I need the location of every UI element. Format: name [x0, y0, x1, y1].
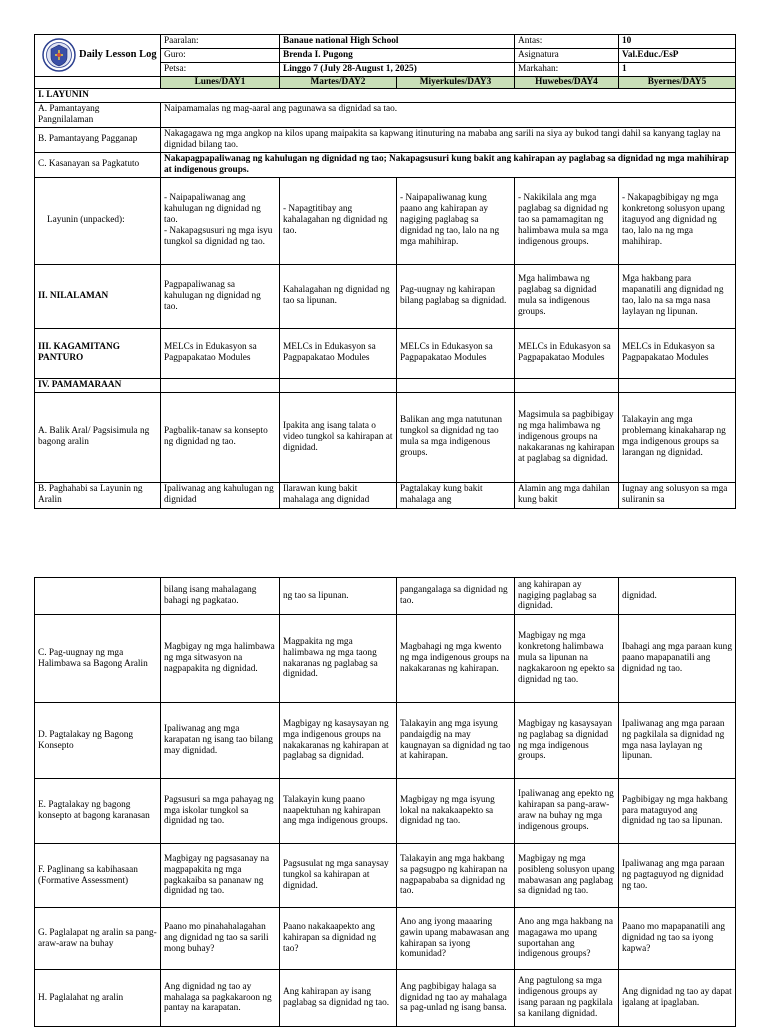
antas-value: 10 — [619, 35, 736, 49]
markahan-label: Markahan: — [515, 62, 619, 76]
guro-value: Brenda I. Pugong — [280, 48, 515, 62]
paglalapat-day3: Ano ang iyong maaaring gawin upang mabawasan ang kahirapan sa iyong komunidad? — [397, 908, 515, 970]
nilalaman-day5: Mga hakbang para mapanatili ang dignidad ng tao, lalo na sa mga nasa laylayan ng lipunan. — [619, 264, 736, 328]
paghahabi-label: B. Paghahabi sa Layunin ng Aralin — [35, 482, 161, 508]
layunin-day3: - Naipapaliwanag kung paano ang kahirapan ay nagiging paglabag sa dignidad ng tao, lalo na ng mga mahihirap. — [397, 177, 515, 264]
day-header-blank — [35, 76, 161, 88]
paghahabi-day1-part1: Ipaliwanag ang kahulugan ng dignidad — [161, 482, 280, 508]
paglalahat-day1: Ang dignidad ng tao ay mahalaga sa pagkakaroon ng pantay na karapatan. — [161, 970, 280, 1027]
layunin-day5: - Nakapagbibigay ng mga konkretong solusyon upang itaguyod ang dignidad ng tao, lalo na ng mga mahihirap. — [619, 177, 736, 264]
guro-label: Guro: — [161, 48, 280, 62]
paghahabi-day3-part1: Pagtalakay kung bakit mahalaga ang — [397, 482, 515, 508]
section-nilalaman: II. NILALAMAN — [35, 264, 161, 328]
pagtalakay-day3: Talakayin ang mga isyung pandaigdig na may kaugnayan sa dignidad ng tao at kahirapan. — [397, 703, 515, 779]
nilalaman-day2: Kahalagahan ng dignidad ng tao sa lipunan. — [280, 264, 397, 328]
pagtalakay-karanasan-day5: Pagbibigay ng mga hakbang para mataguyod ang dignidad ng tao sa lipunan. — [619, 779, 736, 844]
paglalahat-day4: Ang pagtulong sa mga indigenous groups ay isang paraan ng pagkilala sa kanilang dignidad. — [515, 970, 619, 1027]
pagtalakay-label: D. Pagtalakay ng Bagong Konsepto — [35, 703, 161, 779]
nilalaman-day1: Pagpapaliwanag sa kahulugan ng dignidad ng tao. — [161, 264, 280, 328]
balik-aral-day1: Pagbalik-tanaw sa konsepto ng dignidad ng tao. — [161, 392, 280, 482]
paglinang-day4: Magbigay ng mga posibleng solusyon upang mabawasan ang paglabag sa dignidad ng tao. — [515, 844, 619, 908]
balik-aral-day3: Balikan ang mga natutunan tungkol sa dignidad ng tao mula sa mga indigenous groups. — [397, 392, 515, 482]
pamamaraan-blank-4 — [515, 378, 619, 392]
pamantayang-pangnilalaman-value: Naipamamalas ng mag-aaral ang pagunawa sa dignidad sa tao. — [161, 102, 736, 127]
paaralan-value: Banaue national High School — [280, 35, 515, 49]
pamantayang-pagganap-label: B. Pamantayang Pagganap — [35, 127, 161, 152]
asignatura-value: Val.Educ./EsP — [619, 48, 736, 62]
paglinang-day5: Ipaliwanag ang mga paraan ng pagtaguyod ng dignidad ng tao. — [619, 844, 736, 908]
paglalapat-label: G. Paglalapat ng aralin sa pang-araw-araw na buhay — [35, 908, 161, 970]
markahan-value: 1 — [619, 62, 736, 76]
paglalahat-day2: Ang kahirapan ay isang paglabag sa dignidad ng tao. — [280, 970, 397, 1027]
paghahabi-day5-part2: dignidad. — [619, 578, 736, 615]
pag-uugnay-day2: Magpakita ng mga halimbawa ng mga taong nakaranas ng paglabag sa dignidad. — [280, 615, 397, 703]
pagtalakay-day2: Magbigay ng kasaysayan ng mga indigenous groups na nakakaranas ng kahirapan at paglabag sa dignidad. — [280, 703, 397, 779]
pag-uugnay-label: C. Pag-uugnay ng mga Halimbawa sa Bagong Aralin — [35, 615, 161, 703]
pag-uugnay-day1: Magbigay ng mga halimbawa ng mga sitwasyon na nagpapakita ng dignidad. — [161, 615, 280, 703]
petsa-value: Linggo 7 (July 28-August 1, 2025) — [280, 62, 515, 76]
pagtalakay-day5: Ipaliwanag ang mga paraan ng pagkilala sa dignidad ng mga nasa laylayan ng lipunan. — [619, 703, 736, 779]
section-kagamitan: III. KAGAMITANG PANTURO — [35, 328, 161, 378]
pagtalakay-karanasan-day2: Talakayin kung paano naapektuhan ng kahirapan ang mga indigenous groups. — [280, 779, 397, 844]
kagamitan-day3: MELCs in Edukasyon sa Pagpapakatao Modules — [397, 328, 515, 378]
pag-uugnay-day5: Ibahagi ang mga paraan kung paano mapapanatili ang dignidad ng tao. — [619, 615, 736, 703]
paglalahat-day5: Ang dignidad ng tao ay dapat igalang at ipaglaban. — [619, 970, 736, 1027]
pamamaraan-blank-1 — [161, 378, 280, 392]
paglalahat-day3: Ang pagbibigay halaga sa dignidad ng tao ay mahalaga sa pag-unlad ng isang bansa. — [397, 970, 515, 1027]
document-page-2 — [0, 515, 768, 1024]
day-header-5: Byernes/DAY5 — [619, 76, 736, 88]
day-header-1: Lunes/DAY1 — [161, 76, 280, 88]
paghahabi-continued-label — [35, 578, 161, 615]
layunin-day4: - Nakikilala ang mga paglabag sa dignidad ng tao sa pamamagitan ng halimbawa mula sa mga indigenous groups. — [515, 177, 619, 264]
pagtalakay-karanasan-day1: Pagsusuri sa mga pahayag ng mga iskolar tungkol sa dignidad ng tao. — [161, 779, 280, 844]
balik-aral-day4: Magsimula sa pagbibigay ng mga halimbawa ng indigenous groups na nakakaranas ng kahirapan at paglabag sa dignidad. — [515, 392, 619, 482]
balik-aral-day2: Ipakita ang isang talata o video tungkol sa kahirapan at dignidad. — [280, 392, 397, 482]
paglalapat-day5: Paano mo mapapanatili ang dignidad ng tao sa iyong kapwa? — [619, 908, 736, 970]
paghahabi-day5-part1: Iugnay ang solusyon sa mga suliranin sa — [619, 482, 736, 508]
pagtalakay-karanasan-label: E. Pagtalakay ng bagong konsepto at bagong karanasan — [35, 779, 161, 844]
pamamaraan-blank-5 — [619, 378, 736, 392]
pamantayang-pagganap-value: Nakagagawa ng mga angkop na kilos upang maipakita sa kapwang itinuturing na mababa ang sarili na siya ay bukod tangi dahil sa kanyang taglay na dignidad bilang tao. — [161, 127, 736, 152]
paglinang-day3: Talakayin ang mga hakbang sa pagsugpo ng kahirapan na nagpapababa sa dignidad ng tao. — [397, 844, 515, 908]
pamamaraan-blank-2 — [280, 378, 397, 392]
asignatura-label: Asignatura — [515, 48, 619, 62]
document-title: Daily Lesson Log — [79, 49, 157, 61]
nilalaman-day4: Mga halimbawa ng paglabag sa dignidad mula sa indigenous groups. — [515, 264, 619, 328]
paghahabi-day2-part1: Ilarawan kung bakit mahalaga ang dignidad — [280, 482, 397, 508]
kasanayan-label: C. Kasanayan sa Pagkatuto — [35, 152, 161, 177]
paglalahat-label: H. Paglalahat ng aralin — [35, 970, 161, 1027]
day-header-4: Huwebes/DAY4 — [515, 76, 619, 88]
pagtalakay-day1: Ipaliwanag ang mga karapatan ng isang tao bilang may dignidad. — [161, 703, 280, 779]
pag-uugnay-day3: Magbahagi ng mga kwento ng mga indigenous groups na nakakaranas ng kahirapan. — [397, 615, 515, 703]
paghahabi-day4-part2: ang kahirapan ay nagiging paglabag sa dignidad. — [515, 578, 619, 615]
layunin-day2: - Napagtitibay ang kahalagahan ng dignidad ng tao. — [280, 177, 397, 264]
pagtalakay-day4: Magbigay ng kasaysayan ng paglabag sa dignidad ng mga indigenous groups. — [515, 703, 619, 779]
kagamitan-day2: MELCs in Edukasyon sa Pagpapakatao Modules — [280, 328, 397, 378]
paghahabi-day2-part2: ng tao sa lipunan. — [280, 578, 397, 615]
pamantayang-pangnilalaman-label: A. Pamantayang Pangnilalaman — [35, 102, 161, 127]
paglalapat-day1: Paano mo pinahahalagahan ang dignidad ng tao sa sarili mong buhay? — [161, 908, 280, 970]
layunin-unpacked-label: Layunin (unpacked): — [35, 177, 161, 264]
section-pamamaraan: IV. PAMAMARAAN — [35, 378, 161, 392]
pagtalakay-karanasan-day4: Ipaliwanag ang epekto ng kahirapan sa pang-araw-araw na buhay ng mga indigenous groups. — [515, 779, 619, 844]
section-layunin: I. LAYUNIN — [35, 88, 736, 102]
header-logo-cell — [35, 35, 161, 77]
daily-lesson-log-table-2 — [34, 577, 736, 1027]
kagamitan-day4: MELCs in Edukasyon sa Pagpapakatao Modules — [515, 328, 619, 378]
paghahabi-day3-part2: pangangalaga sa dignidad ng tao. — [397, 578, 515, 615]
paghahabi-day4-part1: Alamin ang mga dahilan kung bakit — [515, 482, 619, 508]
kagamitan-day5: MELCs in Edukasyon sa Pagpapakatao Modules — [619, 328, 736, 378]
nilalaman-day3: Pag-uugnay ng kahirapan bilang paglabag sa dignidad. — [397, 264, 515, 328]
petsa-label: Petsa: — [161, 62, 280, 76]
layunin-day1: - Naipapaliwanag ang kahulugan ng dignidad ng tao. - Nakapagsusuri ng mga isyu tungkol sa dignidad ng tao. — [161, 177, 280, 264]
day-header-2: Martes/DAY2 — [280, 76, 397, 88]
deped-seal-icon — [41, 38, 77, 72]
pagtalakay-karanasan-day3: Magbigay ng mga isyung lokal na nakakaapekto sa dignidad ng tao. — [397, 779, 515, 844]
balik-aral-label: A. Balik Aral/ Pagsisimula ng bagong aralin — [35, 392, 161, 482]
pamamaraan-blank-3 — [397, 378, 515, 392]
kagamitan-day1: MELCs in Edukasyon sa Pagpapakatao Modules — [161, 328, 280, 378]
paglinang-label: F. Paglinang sa kabihasaan (Formative Assessment) — [35, 844, 161, 908]
antas-label: Antas: — [515, 35, 619, 49]
pag-uugnay-day4: Magbigay ng mga konkretong halimbawa mula sa lipunan na nagkakaroon ng epekto sa dignidad ng tao. — [515, 615, 619, 703]
kasanayan-value: Nakapagpapaliwanag ng kahulugan ng dignidad ng tao; Nakapagsusuri kung bakit ang kahirapan ay paglabag sa dignidad ng mga mahihirap at indigenous groups. — [161, 152, 736, 177]
paglinang-day2: Pagsusulat ng mga sanaysay tungkol sa kahirapan at dignidad. — [280, 844, 397, 908]
paglalapat-day4: Ano ang mga hakbang na magagawa mo upang suportahan ang indigenous groups? — [515, 908, 619, 970]
balik-aral-day5: Talakayin ang mga problemang kinakaharap ng mga indigenous groups sa larangan ng dignidad. — [619, 392, 736, 482]
paglinang-day1: Magbigay ng pagsasanay na magpapakita ng mga pagkakaiba sa pananaw ng dignidad ng tao. — [161, 844, 280, 908]
daily-lesson-log-table-1 — [34, 34, 736, 509]
paaralan-label: Paaralan: — [161, 35, 280, 49]
day-header-3: Miyerkules/DAY3 — [397, 76, 515, 88]
paglalapat-day2: Paano nakakaapekto ang kahirapan sa dignidad ng tao? — [280, 908, 397, 970]
paghahabi-day1-part2: bilang isang mahalagang bahagi ng pagkatao. — [161, 578, 280, 615]
